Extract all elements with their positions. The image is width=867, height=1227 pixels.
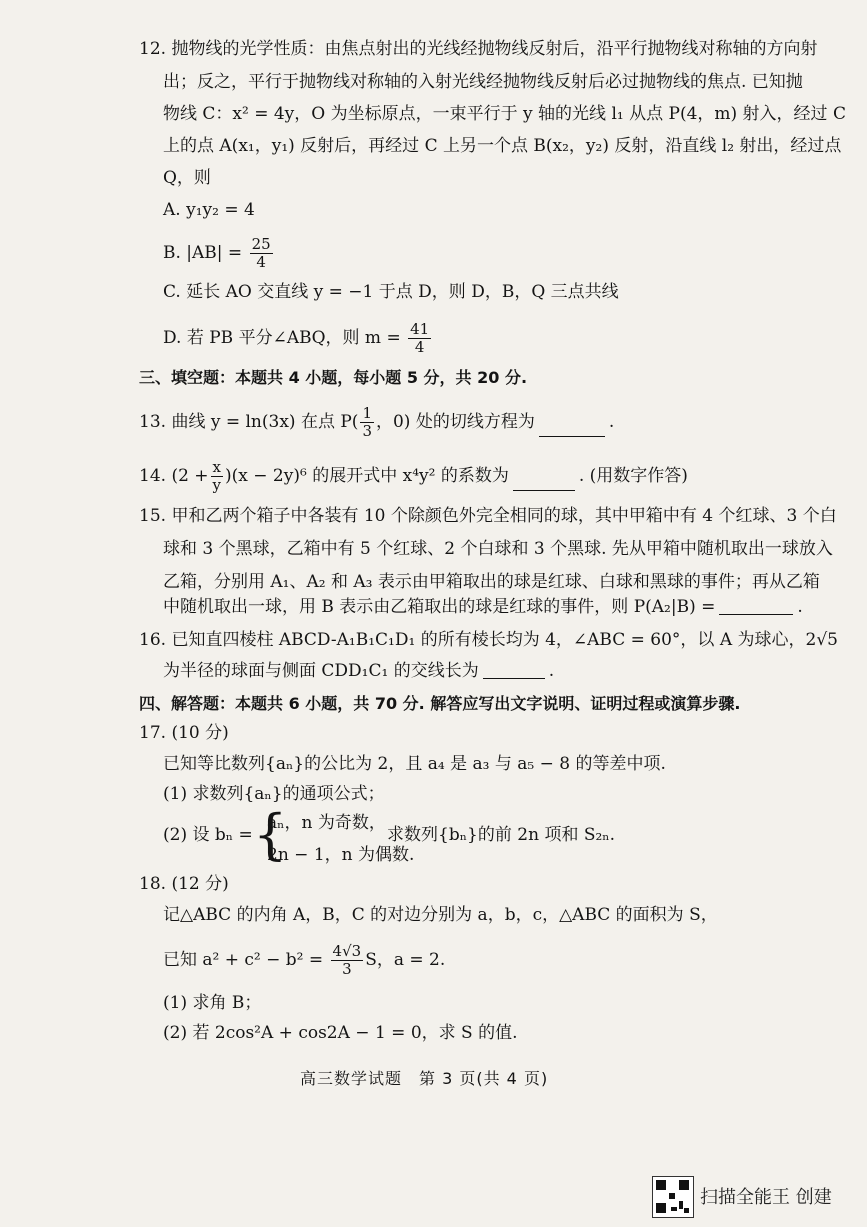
q18-part1: (1) 求角 B； xyxy=(163,993,262,1013)
q14: 14. (2 + $\frac{x}{y}$ )(x − 2y)⁶ 的展开式中 x⁴y² 的系数为 . (用数字作答) xyxy=(139,458,688,494)
q12-option-c: C. 延长 AO 交直线 y = −1 于点 D，则 D，B，Q 三点共线 xyxy=(163,282,619,302)
answer-blank[interactable] xyxy=(719,613,793,615)
q12-line3: 物线 C：x² = 4y，O 为坐标原点，一束平行于 y 轴的光线 l₁ 从点 P(4，m) 射入，经过 C xyxy=(163,104,846,124)
answer-blank[interactable] xyxy=(483,677,545,679)
q12-line2: 出；反之，平行于抛物线对称轴的入射光线经抛物线反射后必过抛物线的焦点. 已知抛 xyxy=(163,72,803,92)
fraction: $\frac{41}{4}$ xyxy=(410,320,430,356)
fraction: $\frac{x}{y}$ xyxy=(212,458,222,494)
fraction: $\frac{1}{3}$ xyxy=(362,404,372,440)
q12-option-b: B. |AB| = $\frac{25}{4}$ xyxy=(163,235,271,271)
page-footer: 高三数学试题 第 3 页(共 4 页) xyxy=(300,1069,549,1088)
answer-blank[interactable] xyxy=(539,435,605,437)
section-fill-in-title: 三、填空题：本题共 4 小题，每小题 5 分，共 20 分. xyxy=(139,368,528,387)
piecewise-case-even: 2n − 1，n 为偶数. xyxy=(267,845,415,865)
piecewise-case-odd: aₙ，n 为奇数， xyxy=(267,813,386,833)
q12-line1: 12. 抛物线的光学性质：由焦点射出的光线经抛物线反射后，沿平行抛物线对称轴的方向射 xyxy=(139,39,818,59)
q17-heading: 17. (10 分) xyxy=(139,723,229,743)
fraction: $\frac{4√3}{3}$ xyxy=(332,942,362,978)
q15-line4: 中随机取出一球，用 B 表示由乙箱取出的球是红球的事件，则 P(A₂|B) = . xyxy=(163,597,803,617)
q13: 13. 曲线 y = ln(3x) 在点 P( $\frac{1}{3}$ ，0) 处的切线方程为 . xyxy=(139,404,615,440)
q18-line2: 已知 a² + c² − b² = $\frac{4√3}{3}$ S，a = 2. xyxy=(163,942,446,978)
scanner-watermark: 扫描全能王 创建 xyxy=(700,1187,832,1208)
q18-part2: (2) 若 2cos²A + cos2A − 1 = 0，求 S 的值. xyxy=(163,1023,518,1043)
q17-part2-question: 求数列{bₙ}的前 2n 项和 S₂ₙ. xyxy=(387,825,616,845)
q15-line1: 15. 甲和乙两个箱子中各装有 10 个除颜色外完全相同的球，其中甲箱中有 4 个红球、3 个白 xyxy=(139,506,837,526)
q12-option-d: D. 若 PB 平分∠ABQ，则 m = $\frac{41}{4}$ xyxy=(163,320,430,356)
q17-part2-label: (2) 设 bₙ = xyxy=(163,825,253,845)
q17-part1: (1) 求数列{aₙ}的通项公式； xyxy=(163,784,385,804)
answer-blank[interactable] xyxy=(513,489,575,491)
q18-heading: 18. (12 分) xyxy=(139,874,229,894)
q12-line5: Q，则 xyxy=(163,168,211,188)
section-solution-title: 四、解答题：本题共 6 小题，共 70 分. 解答应写出文字说明、证明过程或演算步骤. xyxy=(139,694,741,713)
q17-line1: 已知等比数列{aₙ}的公比为 2，且 a₄ 是 a₃ 与 a₅ − 8 的等差中项. xyxy=(163,754,666,774)
brace-glyph: { xyxy=(253,803,288,866)
q16-line1: 16. 已知直四棱柱 ABCD-A₁B₁C₁D₁ 的所有棱长均为 4，∠ABC = 60°，以 A 为球心，2√5 xyxy=(139,630,838,650)
fraction: $\frac{25}{4}$ xyxy=(251,235,271,271)
q15-line2: 球和 3 个黑球，乙箱中有 5 个红球、2 个白球和 3 个黑球. 先从甲箱中随机取出一球放入 xyxy=(163,539,833,559)
q12-line4: 上的点 A(x₁，y₁) 反射后，再经过 C 上另一个点 B(x₂，y₂) 反射，沿直线 l₂ 射出，经过点 xyxy=(163,136,842,156)
q18-line1: 记△ABC 的内角 A，B，C 的对边分别为 a，b，c，△ABC 的面积为 S， xyxy=(163,905,718,925)
q16-line2: 为半径的球面与侧面 CDD₁C₁ 的交线长为 . xyxy=(163,661,555,681)
q15-line3: 乙箱，分别用 A₁、A₂ 和 A₃ 表示由甲箱取出的球是红球、白球和黑球的事件；再从乙箱 xyxy=(163,572,820,592)
q12-option-a: A. y₁y₂ = 4 xyxy=(163,200,255,220)
qr-code-icon xyxy=(652,1176,694,1218)
